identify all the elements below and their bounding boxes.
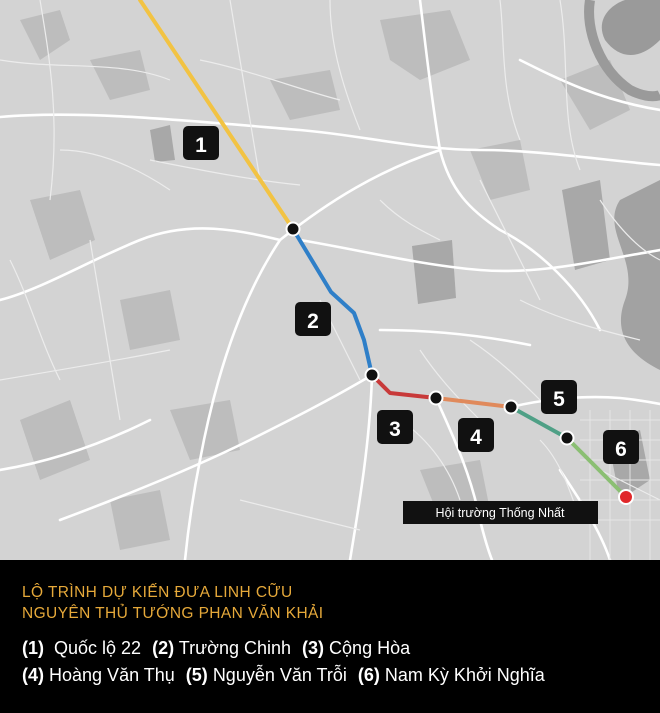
segment-badge-6: [603, 430, 639, 464]
waypoint-marker: [430, 392, 443, 405]
route-name: Hoàng Văn Thụ: [49, 665, 175, 685]
route-number: (2): [152, 638, 175, 658]
segment-badge-2: [295, 302, 331, 336]
destination-marker: [619, 490, 633, 504]
caption-title-line1: LỘ TRÌNH DỰ KIẾN ĐƯA LINH CỮU: [22, 584, 293, 601]
waypoint-marker: [561, 432, 574, 445]
segment-number: 6: [615, 438, 627, 461]
segment-badge-3: [377, 410, 413, 444]
route-number: (6): [357, 665, 380, 685]
segment-number: 1: [195, 134, 207, 157]
route-number: (4): [22, 665, 44, 685]
caption-title-line2: NGUYÊN THỦ TƯỚNG PHAN VĂN KHẢI: [22, 605, 324, 622]
route-number: (5): [185, 665, 208, 685]
route-name: Nam Kỳ Khởi Nghĩa: [384, 665, 545, 685]
route-name: Cộng Hòa: [329, 638, 411, 658]
segment-number: 4: [470, 426, 482, 449]
segment-number: 5: [553, 388, 565, 411]
caption-panel: [0, 560, 660, 713]
route-name: Trường Chinh: [178, 638, 292, 658]
segment-number: 2: [307, 310, 319, 333]
route-list-line2: [22, 665, 551, 686]
waypoint-marker: [287, 223, 300, 236]
segment-badge-4: [458, 418, 494, 452]
waypoint-marker: [366, 369, 379, 382]
route-name: Nguyễn Văn Trỗi: [212, 665, 347, 685]
segment-badge-5: [541, 380, 577, 414]
segment-badge-1: [183, 126, 219, 160]
destination-label-box: [403, 501, 598, 524]
segment-number: 3: [389, 418, 401, 441]
route-list-line1: [22, 638, 416, 659]
route-number: (3): [302, 638, 325, 658]
destination-label: Hội trường Thống Nhất: [435, 506, 565, 520]
waypoint-marker: [505, 401, 518, 414]
route-number: (1): [22, 638, 44, 658]
route-name: Quốc lộ 22: [54, 638, 142, 658]
